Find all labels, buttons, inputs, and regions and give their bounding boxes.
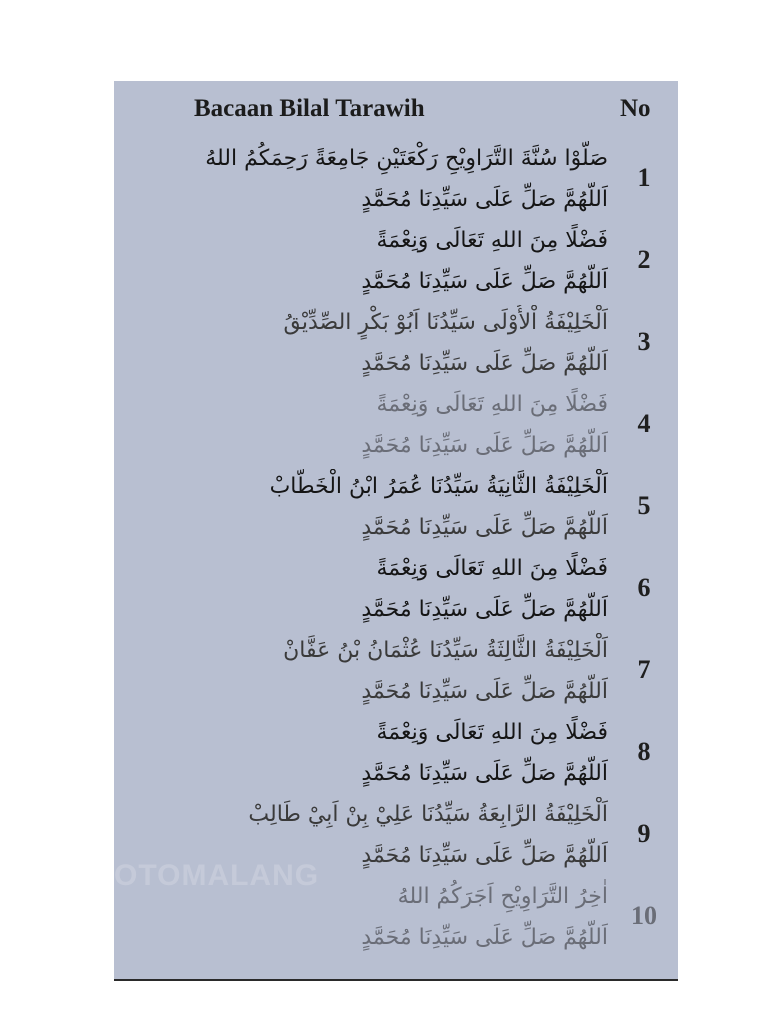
row-number: 9: [637, 819, 651, 848]
column-header-no: No: [620, 95, 651, 122]
arabic-line-response: اَللَّهُمَّ صَلِّ عَلَى سَيِّدِنَا مُحَمَّدٍ: [361, 515, 608, 540]
reading-list: [114, 141, 678, 961]
row-number: 6: [637, 573, 651, 602]
list-item: [114, 879, 678, 961]
list-item: [114, 387, 678, 469]
list-item: [114, 223, 678, 305]
list-item: [114, 797, 678, 879]
arabic-line-response: اَللَّهُمَّ صَلِّ عَلَى سَيِّدِنَا مُحَمَّدٍ: [361, 187, 608, 212]
arabic-line-call: اَلْخَلِيْفَةُ الرَّابِعَةُ سَيِّدُنَا عَلِيْ بِنْ اَبِيْ طَالِبْ: [248, 802, 608, 827]
arabic-line-call: صَلُّوْا سُنَّةَ التَّرَاوِيْحِ رَكْعَتَيْنِ جَامِعَةً رَحِمَكُمُ اللهُ: [205, 146, 608, 171]
arabic-line-call: اَلْخَلِيْفَةُ الثَّانِيَةُ سَيِّدُنَا عُمَرُ ابْنُ الْخَطَّابْ: [269, 474, 608, 499]
list-item: [114, 305, 678, 387]
arabic-line-response: اَللَّهُمَّ صَلِّ عَلَى سَيِّدِنَا مُحَمَّدٍ: [361, 597, 608, 622]
arabic-line-call: اٰخِرُ التَّرَاوِيْحِ اَجَرَكُمُ اللهُ: [397, 884, 608, 909]
row-number: 2: [637, 245, 651, 274]
row-number: 1: [637, 163, 651, 192]
list-item: [114, 551, 678, 633]
arabic-line-response: اَللَّهُمَّ صَلِّ عَلَى سَيِّدِنَا مُحَمَّدٍ: [361, 269, 608, 294]
bottom-divider: [114, 979, 678, 981]
arabic-line-response: اَللَّهُمَّ صَلِّ عَلَى سَيِّدِنَا مُحَمَّدٍ: [361, 925, 608, 950]
watermark: OTOMALANG: [114, 859, 320, 892]
row-number: 4: [637, 409, 651, 438]
list-item: [114, 469, 678, 551]
row-number: 5: [637, 491, 651, 520]
arabic-line-response: اَللَّهُمَّ صَلِّ عَلَى سَيِّدِنَا مُحَمَّدٍ: [361, 679, 608, 704]
arabic-line-response: اَللَّهُمَّ صَلِّ عَلَى سَيِّدِنَا مُحَمَّدٍ: [361, 351, 608, 376]
arabic-line-response: اَللَّهُمَّ صَلِّ عَلَى سَيِّدِنَا مُحَمَّدٍ: [361, 843, 608, 868]
arabic-line-response: اَللَّهُمَّ صَلِّ عَلَى سَيِّدِنَا مُحَمَّدٍ: [361, 761, 608, 786]
list-item: [114, 715, 678, 797]
arabic-line-call: فَضْلًا مِنَ اللهِ تَعَالَى وَنِعْمَةً: [376, 228, 608, 253]
arabic-line-call: اَلْخَلِيْفَةُ اْلأُوْلَى سَيِّدُنَا اَبُوْ بَكْرٍ الصِّدِّيْقُ: [283, 310, 608, 335]
row-number: 7: [637, 655, 651, 684]
page-title: Bacaan Bilal Tarawih: [194, 95, 425, 122]
list-item: [114, 633, 678, 715]
bilal-tarawih-sheet: [114, 81, 678, 980]
list-item: [114, 141, 678, 223]
arabic-line-call: فَضْلًا مِنَ اللهِ تَعَالَى وَنِعْمَةً: [376, 556, 608, 581]
table-header: [114, 95, 678, 129]
row-number: 8: [637, 737, 651, 766]
arabic-line-response: اَللَّهُمَّ صَلِّ عَلَى سَيِّدِنَا مُحَمَّدٍ: [361, 433, 608, 458]
arabic-line-call: اَلْخَلِيْفَةُ الثَّالِثَةُ سَيِّدُنَا عُثْمَانُ بْنُ عَفَّانْ: [283, 638, 608, 663]
arabic-line-call: فَضْلًا مِنَ اللهِ تَعَالَى وَنِعْمَةً: [376, 720, 608, 745]
row-number: 10: [631, 901, 657, 930]
row-number: 3: [637, 327, 651, 356]
arabic-line-call: فَضْلًا مِنَ اللهِ تَعَالَى وَنِعْمَةً: [376, 392, 608, 417]
